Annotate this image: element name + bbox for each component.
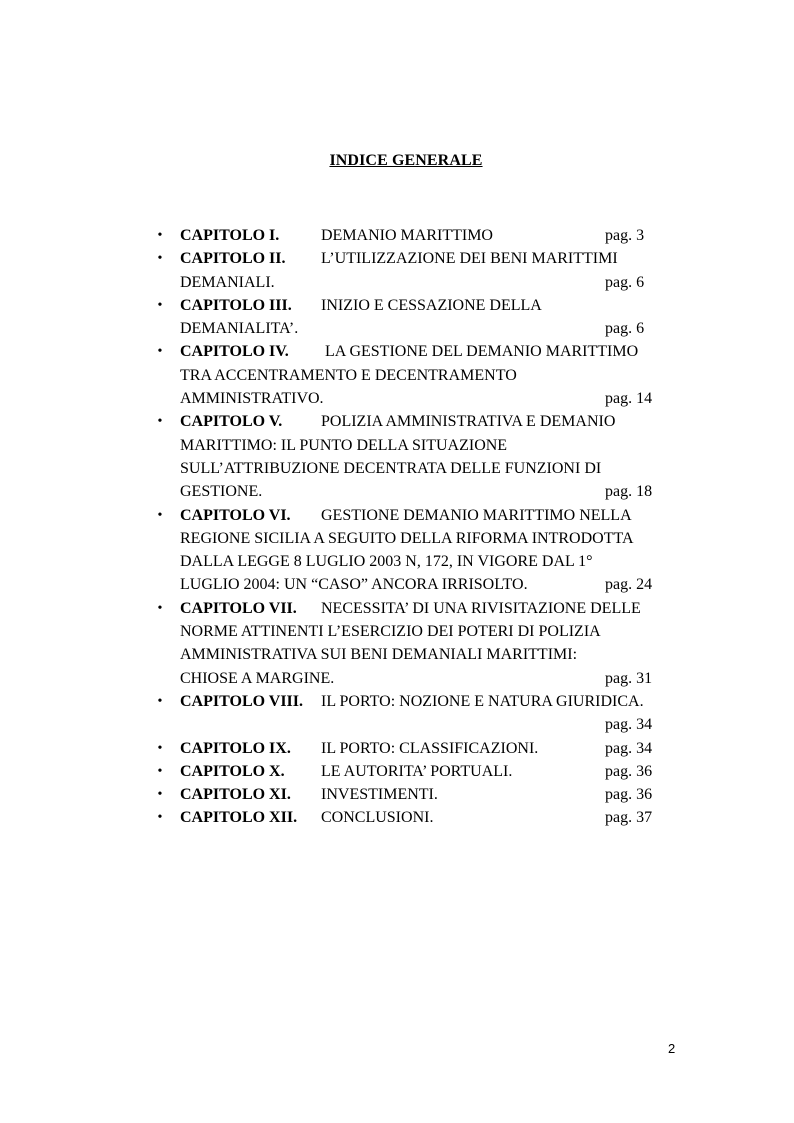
bullet-icon: • [157, 507, 163, 523]
chapter-heading-text: NECESSITA’ DI UNA RIVISITAZIONE DELLE [321, 599, 641, 617]
toc-first-line [180, 737, 700, 760]
chapter-label: CAPITOLO XI. [180, 786, 291, 804]
table-of-contents [157, 224, 700, 830]
toc-continuation-line [180, 317, 700, 340]
toc-continuation-line [180, 271, 700, 294]
page-title: INDICE GENERALE [329, 152, 483, 169]
chapter-label: CAPITOLO I. [180, 227, 280, 244]
chapter-label: CAPITOLO II. [180, 250, 286, 268]
bullet-icon: • [157, 787, 163, 803]
chapter-heading-text: INVESTIMENTI. [321, 786, 438, 804]
bullet-icon: • [157, 810, 163, 826]
toc-first-line [180, 340, 700, 363]
bullet-icon: • [157, 693, 163, 709]
bullet-icon: • [157, 763, 163, 779]
chapter-page-ref: pag. 6 [605, 320, 645, 338]
chapter-page-ref: pag. 24 [605, 576, 653, 594]
page-number: 2 [668, 1041, 676, 1056]
bullet-icon: • [157, 297, 163, 313]
chapter-heading-text: DEMANIALITA’. [180, 320, 299, 338]
chapter-page-ref: pag. 34 [605, 739, 653, 757]
toc-first-line [180, 410, 700, 433]
chapter-heading-text: SULL’ATTRIBUZIONE DECENTRATA DELLE FUNZIONI DI [180, 459, 602, 477]
chapter-heading-text: AMMINISTRATIVA SUI BENI DEMANIALI MARITTIMI: [180, 646, 578, 664]
toc-first-line [180, 760, 700, 783]
toc-first-line [180, 504, 700, 527]
bullet-icon: • [157, 600, 163, 616]
chapter-heading-text: DEMANIALI. [180, 273, 275, 291]
toc-first-line [180, 247, 700, 270]
toc-continuation-line [180, 434, 700, 457]
chapter-heading-text: POLIZIA AMMINISTRATIVA E DEMANIO [321, 413, 616, 431]
chapter-heading-text: LA GESTIONE DEL DEMANIO MARITTIMO [321, 343, 639, 361]
toc-continuation-line [180, 667, 700, 690]
bullet-icon: • [157, 228, 163, 243]
toc-entry [157, 294, 700, 341]
chapter-label: CAPITOLO VI. [180, 506, 291, 524]
chapter-heading-text: IL PORTO: CLASSIFICAZIONI. [321, 739, 539, 757]
toc-continuation-line [180, 643, 700, 666]
chapter-label: CAPITOLO VII. [180, 599, 297, 617]
toc-entry [157, 806, 700, 829]
toc-first-line [180, 294, 700, 317]
chapter-heading-text: TRA ACCENTRAMENTO E DECENTRAMENTO [180, 366, 517, 384]
chapter-page-ref: pag. 34 [605, 716, 653, 734]
chapter-page-ref: pag. 6 [605, 273, 645, 291]
chapter-label: CAPITOLO IX. [180, 739, 291, 757]
chapter-label: CAPITOLO VIII. [180, 692, 303, 710]
toc-entry [157, 760, 700, 783]
chapter-page-ref: pag. 3 [605, 227, 645, 244]
chapter-heading-text: LUGLIO 2004: UN “CASO” ANCORA IRRISOLTO. [180, 576, 528, 594]
toc-entry [157, 504, 700, 597]
chapter-label: CAPITOLO III. [180, 296, 292, 314]
chapter-page-ref: pag. 14 [605, 390, 653, 408]
chapter-page-ref: pag. 36 [605, 762, 653, 780]
chapter-heading-text: CHIOSE A MARGINE. [180, 669, 335, 687]
toc-continuation-line [180, 480, 700, 503]
toc-continuation-line [180, 457, 700, 480]
toc-continuation-line [180, 573, 700, 596]
chapter-heading-text: LE AUTORITA’ PORTUALI. [321, 762, 513, 780]
chapter-label: CAPITOLO XII. [180, 809, 298, 827]
toc-continuation-line [180, 620, 700, 643]
chapter-page-ref: pag. 31 [605, 669, 653, 687]
toc-entry [157, 690, 700, 737]
chapter-label: CAPITOLO V. [180, 413, 283, 431]
chapter-page-ref: pag. 18 [605, 483, 653, 501]
bullet-icon: • [157, 740, 163, 756]
bullet-icon: • [157, 414, 163, 430]
chapter-heading-text: GESTIONE. [180, 483, 263, 501]
chapter-heading-text: DALLA LEGGE 8 LUGLIO 2003 N, 172, IN VIGORE DAL 1° [180, 553, 593, 571]
toc-entry [157, 224, 700, 247]
toc-entry [157, 783, 700, 806]
chapter-heading-text: CONCLUSIONI. [321, 809, 434, 827]
toc-first-line [180, 224, 700, 247]
chapter-heading-text: MARITTIMO: IL PUNTO DELLA SITUAZIONE [180, 436, 508, 454]
chapter-label: CAPITOLO X. [180, 762, 285, 780]
toc-entry [157, 737, 700, 760]
toc-entry [157, 410, 700, 503]
chapter-heading-text: REGIONE SICILIA A SEGUITO DELLA RIFORMA INTRODOTTA [180, 529, 634, 547]
toc-first-line [180, 597, 700, 620]
toc-first-line [180, 806, 700, 829]
chapter-heading-text: GESTIONE DEMANIO MARITTIMO NELLA [321, 506, 632, 524]
chapter-page-ref: pag. 36 [605, 786, 653, 804]
toc-continuation-line [180, 713, 700, 736]
chapter-heading-text: AMMINISTRATIVO. [180, 390, 324, 408]
toc-continuation-line [180, 527, 700, 550]
toc-continuation-line [180, 364, 700, 387]
chapter-heading-text: INIZIO E CESSAZIONE DELLA [321, 296, 542, 314]
toc-continuation-line [180, 387, 700, 410]
bullet-icon: • [157, 344, 163, 360]
chapter-label: CAPITOLO IV. [180, 343, 289, 361]
chapter-heading-text: NORME ATTINENTI L’ESERCIZIO DEI POTERI DI POLIZIA [180, 623, 601, 641]
bullet-icon: • [157, 251, 163, 267]
toc-entry [157, 247, 700, 294]
chapter-heading-text: IL PORTO: NOZIONE E NATURA GIURIDICA. [321, 692, 644, 710]
toc-first-line [180, 690, 700, 713]
chapter-page-ref: pag. 37 [605, 809, 653, 827]
toc-continuation-line [180, 550, 700, 573]
toc-entry [157, 597, 700, 690]
toc-entry [157, 340, 700, 410]
toc-first-line [180, 783, 700, 806]
chapter-heading-text: L’UTILIZZAZIONE DEI BENI MARITTIMI [321, 250, 618, 268]
chapter-heading-text: DEMANIO MARITTIMO [321, 227, 493, 244]
